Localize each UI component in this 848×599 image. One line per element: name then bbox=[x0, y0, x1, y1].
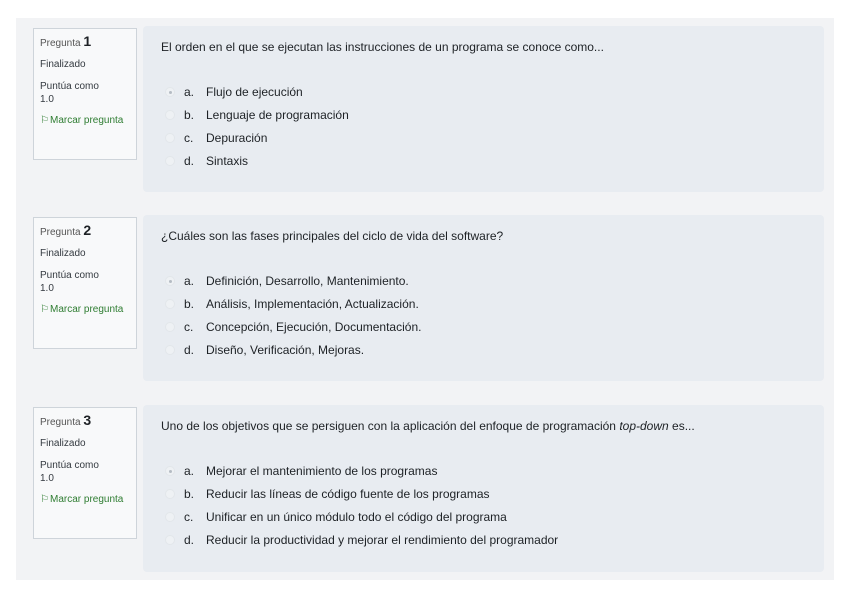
answer-option[interactable] bbox=[165, 482, 558, 505]
answer-option[interactable] bbox=[165, 338, 421, 361]
question-state: Finalizado bbox=[40, 248, 86, 259]
question-text-main: Uno de los objetivos que se persiguen con la aplicación del enfoque de programación bbox=[161, 419, 616, 433]
question-text-end: es... bbox=[672, 419, 695, 433]
answer-option[interactable] bbox=[165, 149, 349, 172]
answer-option[interactable] bbox=[165, 80, 349, 103]
answer-letter: a. bbox=[184, 84, 195, 99]
flag-label: Marcar pregunta bbox=[50, 304, 124, 315]
grade-value: 1.0 bbox=[40, 94, 54, 105]
answer-letter: b. bbox=[184, 486, 195, 501]
answer-list bbox=[165, 80, 349, 172]
question-info bbox=[33, 217, 137, 349]
question-number: 2 bbox=[83, 222, 92, 238]
flag-question-link[interactable] bbox=[40, 114, 130, 127]
grade-label: Puntúa como bbox=[40, 81, 99, 92]
answer-option[interactable] bbox=[165, 103, 349, 126]
grade-value: 1.0 bbox=[40, 283, 54, 294]
answer-text: Lenguaje de programación bbox=[206, 107, 349, 122]
answer-option[interactable] bbox=[165, 459, 558, 482]
radio-button[interactable] bbox=[165, 110, 175, 120]
answer-option[interactable] bbox=[165, 528, 558, 551]
question-number: 3 bbox=[83, 412, 92, 428]
flag-icon: ⚐ bbox=[40, 494, 49, 505]
question-label: Pregunta bbox=[40, 417, 81, 428]
radio-button[interactable] bbox=[165, 345, 175, 355]
grade-label: Puntúa como bbox=[40, 460, 99, 471]
question-text: ¿Cuáles son las fases principales del ciclo de vida del software? bbox=[161, 229, 504, 243]
radio-button[interactable] bbox=[165, 512, 175, 522]
question-info bbox=[33, 28, 137, 160]
flag-icon: ⚐ bbox=[40, 304, 49, 315]
question-label: Pregunta bbox=[40, 227, 81, 238]
radio-button[interactable] bbox=[165, 322, 175, 332]
question-text-emphasis: top-down bbox=[619, 419, 669, 433]
answer-text: Unificar en un único módulo todo el código del programa bbox=[206, 509, 507, 524]
answer-option[interactable] bbox=[165, 315, 421, 338]
radio-button[interactable] bbox=[165, 299, 175, 309]
flag-question-link[interactable] bbox=[40, 303, 130, 316]
question-2 bbox=[16, 207, 834, 385]
answer-letter: c. bbox=[184, 130, 194, 145]
grade-value: 1.0 bbox=[40, 473, 54, 484]
answer-text: Concepción, Ejecución, Documentación. bbox=[206, 319, 422, 334]
answer-text: Depuración bbox=[206, 130, 268, 145]
answer-text: Flujo de ejecución bbox=[206, 84, 303, 99]
answer-letter: d. bbox=[184, 153, 195, 168]
quiz-review-page bbox=[16, 18, 834, 580]
question-state: Finalizado bbox=[40, 59, 86, 70]
answer-letter: d. bbox=[184, 342, 195, 357]
grade-label: Puntúa como bbox=[40, 270, 99, 281]
answer-text: Sintaxis bbox=[206, 153, 249, 168]
question-content bbox=[143, 215, 824, 381]
answer-option[interactable] bbox=[165, 505, 558, 528]
question-info bbox=[33, 407, 137, 539]
question-grade bbox=[40, 80, 130, 106]
radio-button[interactable] bbox=[165, 466, 175, 476]
radio-button[interactable] bbox=[165, 156, 175, 166]
question-content bbox=[143, 405, 824, 572]
answer-letter: d. bbox=[184, 532, 195, 547]
question-3 bbox=[16, 397, 834, 580]
flag-label: Marcar pregunta bbox=[50, 494, 124, 505]
radio-button[interactable] bbox=[165, 87, 175, 97]
question-text: El orden en el que se ejecutan las instrucciones de un programa se conoce como... bbox=[161, 40, 604, 54]
question-text bbox=[161, 419, 695, 433]
answer-letter: b. bbox=[184, 107, 195, 122]
answer-text: Mejorar el mantenimiento de los programas bbox=[206, 463, 438, 478]
answer-text: Diseño, Verificación, Mejoras. bbox=[206, 342, 365, 357]
radio-button[interactable] bbox=[165, 489, 175, 499]
answer-letter: b. bbox=[184, 296, 195, 311]
radio-button[interactable] bbox=[165, 535, 175, 545]
question-1 bbox=[16, 18, 834, 196]
question-grade bbox=[40, 269, 130, 295]
flag-question-link[interactable] bbox=[40, 493, 130, 506]
answer-list bbox=[165, 459, 558, 551]
answer-letter: a. bbox=[184, 273, 195, 288]
question-number: 1 bbox=[83, 33, 92, 49]
answer-option[interactable] bbox=[165, 292, 421, 315]
answer-text: Reducir las líneas de código fuente de los programas bbox=[206, 486, 490, 501]
question-grade bbox=[40, 459, 130, 485]
answer-text: Definición, Desarrollo, Mantenimiento. bbox=[206, 273, 409, 288]
flag-label: Marcar pregunta bbox=[50, 115, 124, 126]
answer-letter: c. bbox=[184, 319, 194, 334]
answer-letter: a. bbox=[184, 463, 195, 478]
question-state: Finalizado bbox=[40, 438, 86, 449]
answer-text: Análisis, Implementación, Actualización. bbox=[206, 296, 419, 311]
radio-button[interactable] bbox=[165, 133, 175, 143]
question-label: Pregunta bbox=[40, 38, 81, 49]
answer-text: Reducir la productividad y mejorar el rendimiento del programador bbox=[206, 532, 559, 547]
radio-button[interactable] bbox=[165, 276, 175, 286]
answer-list bbox=[165, 269, 421, 361]
answer-letter: c. bbox=[184, 509, 194, 524]
flag-icon: ⚐ bbox=[40, 115, 49, 126]
answer-option[interactable] bbox=[165, 269, 421, 292]
question-content bbox=[143, 26, 824, 192]
answer-option[interactable] bbox=[165, 126, 349, 149]
